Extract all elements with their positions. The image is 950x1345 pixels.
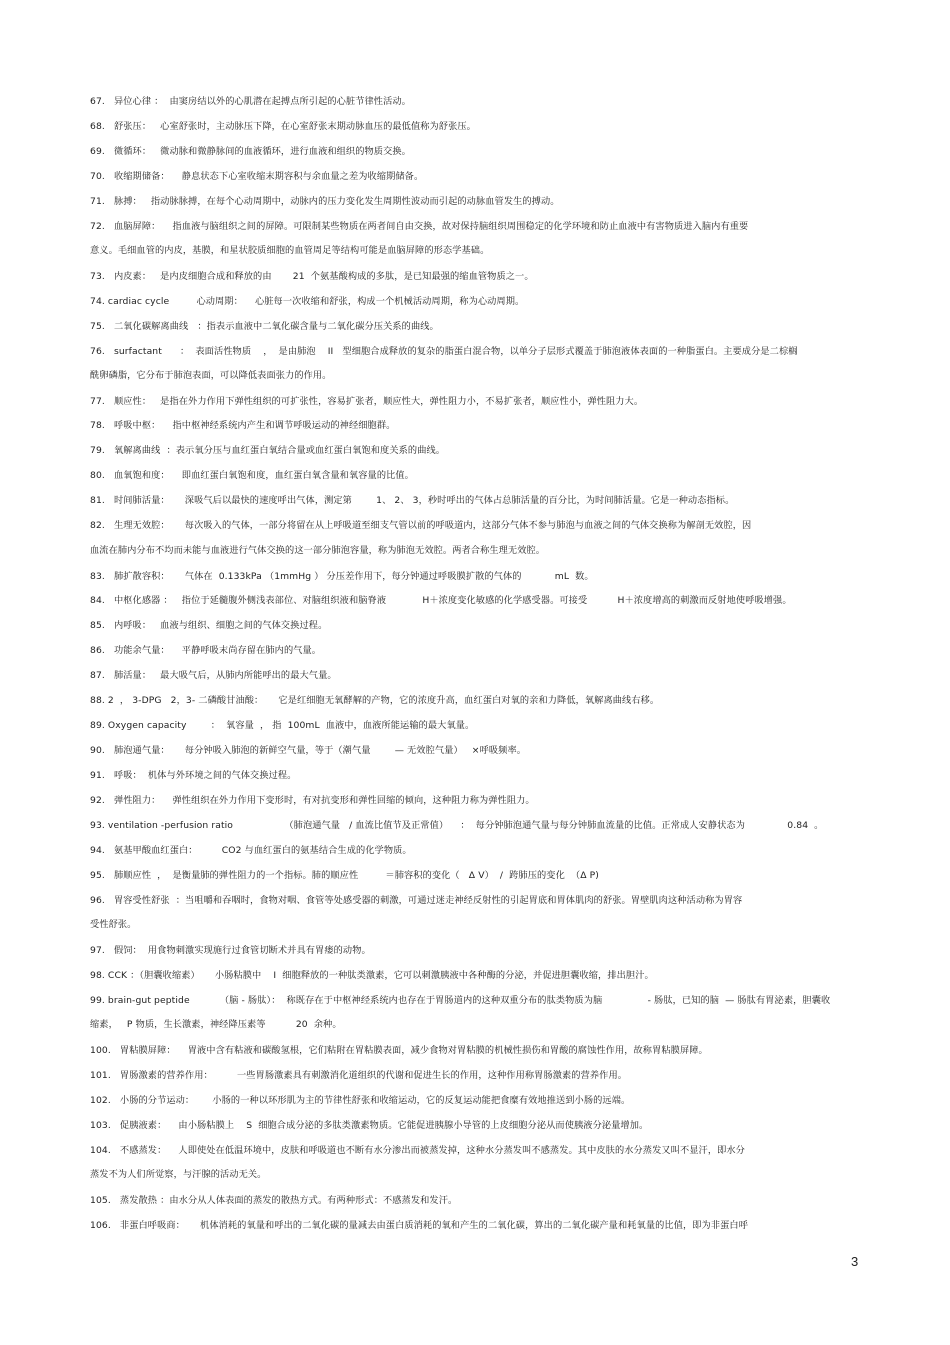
text-line: 91. 呼吸： 机体与外环境之间的气体交换过程。 xyxy=(90,770,297,781)
text-line: 103. 促胰液素： 由小肠粘膜上 S 细胞合成分泌的多肽类激素物质。它能促进胰腺小导管的上皮细胞分泌从而使胰液分泌量增加。 xyxy=(90,1120,649,1131)
text-line: 80. 血氧饱和度： 即血红蛋白氧饱和度，血红蛋白氧含量和氧容量的比值。 xyxy=(90,470,414,481)
text-line: 82. 生理无效腔： 每次吸入的气体，一部分将留在从上呼吸道至细支气管以前的呼吸道内，这部分气体不参与肺泡与血液之间的气体交换称为解剖无效腔，因 xyxy=(90,520,752,531)
text-line: 105. 蒸发散热 ：由水分从人体表面的蒸发的散热方式。有两种形式：不感蒸发和发汗。 xyxy=(90,1195,458,1206)
text-line: 70. 收缩期储备： 静息状态下心室收缩末期容积与余血量之差为收缩期储备。 xyxy=(90,171,424,182)
text-line: 95. 肺顺应性 ， 是衡量肺的弹性阻力的一个指标。肺的顺应性 ＝肺容积的变化（ Δ V） / 跨肺压的变化 （Δ P) xyxy=(90,870,599,881)
text-line: 94. 氨基甲酸血红蛋白： CO2 与血红蛋白的氨基结合生成的化学物质。 xyxy=(90,845,412,856)
text-line: 76. surfactant ： 表面活性物质 ， 是由肺泡 II 型细胞合成释放的复杂的脂蛋白混合物，以单分子层形式覆盖于肺泡液体表面的一种脂蛋白。主要成分是二棕榈 xyxy=(90,346,798,357)
text-line: 78. 呼吸中枢： 指中枢神经系统内产生和调节呼吸运动的神经细胞群。 xyxy=(90,420,396,431)
text-line: 102. 小肠的分节运动： 小肠的一种以环形肌为主的节律性舒张和收缩运动，它的反复运动能把食糜有效地推送到小肠的远端。 xyxy=(90,1095,631,1106)
text-line: 73. 内皮素： 是内皮细胞合成和释放的由 21 个氨基酸构成的多肽，是已知最强的缩血管物质之一。 xyxy=(90,271,534,282)
text-line: 96. 胃容受性舒张 ：当咀嚼和吞咽时，食物对咽、食管等处感受器的刺激，可通过迷走神经反射性的引起胃底和胃体肌肉的舒张。胃壁肌肉这种活动称为胃容 xyxy=(90,895,743,906)
text-line: 75. 二氧化碳解离曲线 ：指表示血液中二氧化碳含量与二氧化碳分压关系的曲线。 xyxy=(90,321,439,332)
text-line: 85. 内呼吸： 血液与组织、细胞之间的气体交换过程。 xyxy=(90,620,328,631)
text-line: 92. 弹性阻力： 弹性组织在外力作用下变形时，有对抗变形和弹性回缩的倾向，这种阻力称为弹性阻力。 xyxy=(90,795,535,806)
text-line: 89. Oxygen capacity ： 氧容量 ， 指 100mL 血液中，血液所能运输的最大氧量。 xyxy=(90,720,475,731)
text-line: 83. 肺扩散容积： 气体在 0.133kPa （1mmHg ） 分压差作用下，每分钟通过呼吸膜扩散的气体的 mL 数。 xyxy=(90,571,594,582)
text-line: 86. 功能余气量： 平静呼吸末尚存留在肺内的气量。 xyxy=(90,645,322,656)
text-line: 74. cardiac cycle 心动周期： 心脏每一次收缩和舒张，构成一个机械活动周期，称为心动周期。 xyxy=(90,296,525,307)
text-line: 90. 肺泡通气量： 每分钟吸入肺泡的新鲜空气量，等于（潮气量 — 无效腔气量） ×呼吸频率。 xyxy=(90,745,527,756)
text-line: 88. 2 ， 3-DPG 2，3- 二磷酸甘油酸： 它是红细胞无氧酵解的产物，它的浓度升高，血红蛋白对氧的亲和力降低，氧解离曲线右移。 xyxy=(90,695,660,706)
text-line: 69. 微循环： 微动脉和微静脉间的血液循环，进行血液和组织的物质交换。 xyxy=(90,146,411,157)
text-line: 酰卵磷脂，它分布于肺泡表面，可以降低表面张力的作用。 xyxy=(90,370,332,381)
text-line: 84. 中枢化感器 ： 指位于延髓腹外侧浅表部位、对脑组织液和脑脊液 H＋浓度变化敏感的化学感受器。可接受 H＋浓度增高的刺激而反射地使呼吸增强。 xyxy=(90,595,792,606)
text-line: 68. 舒张压： 心室舒张时，主动脉压下降，在心室舒张末期动脉血压的最低值称为舒张压。 xyxy=(90,121,476,132)
text-line: 蒸发不为人们所觉察，与汗腺的活动无关。 xyxy=(90,1169,267,1180)
text-line: 受性舒张。 xyxy=(90,919,137,930)
text-line: 97. 假饲： 用食物刺激实现施行过食管切断术并具有胃瘘的动物。 xyxy=(90,945,371,956)
text-line: 72. 血脑屏障： 指血液与脑组织之间的屏障。可限制某些物质在两者间自由交换，故对保持脑组织周围稳定的化学环境和防止血液中有害物质进入脑内有重要 xyxy=(90,221,749,232)
text-line: 101. 胃肠激素的营养作用： 一些胃肠激素具有刺激消化道组织的代谢和促进生长的作用，这种作用称胃肠激素的营养作用。 xyxy=(90,1070,628,1081)
text-line: 106. 非蛋白呼吸商： 机体消耗的氧量和呼出的二氧化碳的量减去由蛋白质消耗的氧和产生的二氧化碳，算出的二氧化碳产量和耗氧量的比值，即为非蛋白呼 xyxy=(90,1220,748,1231)
text-line: 98. CCK ：（胆囊收缩素） 小肠粘膜中 I 细胞释放的一种肽类激素，它可以刺激胰液中各种酶的分泌，并促进胆囊收缩，排出胆汁。 xyxy=(90,970,654,981)
text-line: 100. 胃粘膜屏障： 胃液中含有粘液和碳酸氢根，它们粘附在胃粘膜表面，减少食物对胃粘膜的机械性损伤和胃酸的腐蚀性作用，故称胃粘膜屏障。 xyxy=(90,1045,708,1056)
text-line: 67. 异位心律 ： 由窦房结以外的心肌潜在起搏点所引起的心脏节律性活动。 xyxy=(90,96,411,107)
text-line: 77. 顺应性： 是指在外力作用下弹性组织的可扩张性，容易扩张者，顺应性大，弹性阻力小，不易扩张者，顺应性小，弹性阻力大。 xyxy=(90,396,644,407)
text-line: 血流在肺内分布不均而未能与血液进行气体交换的这一部分肺泡容量，称为肺泡无效腔。两者合称生理无效腔。 xyxy=(90,545,546,556)
text-line: 缩素， P 物质，生长激素，神经降压素等 20 余种。 xyxy=(90,1019,342,1030)
text-line: 93. ventilation -perfusion ratio （肺泡通气量 / 血流比值节及正常值） ： 每分钟肺泡通气量与每分钟肺血流量的比值。正常成人安静状态为 0.84 。 xyxy=(90,820,824,831)
page-number: 3 xyxy=(851,1254,859,1269)
text-line: 87. 肺活量： 最大吸气后，从肺内所能呼出的最大气量。 xyxy=(90,670,337,681)
text-line: 71. 脉搏： 指动脉脉搏，在每个心动周期中，动脉内的压力变化发生周期性波动而引起的动脉血管发生的搏动。 xyxy=(90,196,560,207)
text-line: 99. brain-gut peptide （脑 - 肠肽）： 称既存在于中枢神经系统内也存在于胃肠道内的这种双重分布的肽类物质为脑 - 肠肽，已知的脑 — 肠肽有胃泌素，胆囊收 xyxy=(90,995,831,1006)
text-line: 104. 不感蒸发： 人即使处在低温环境中，皮肤和呼吸道也不断有水分渗出而被蒸发掉，这种水分蒸发叫不感蒸发。其中皮肤的水分蒸发又叫不显汗，即水分 xyxy=(90,1145,745,1156)
text-line: 意义。毛细血管的内皮，基膜，和星状胶质细胞的血管周足等结构可能是血脑屏障的形态学基础。 xyxy=(90,245,490,256)
text-line: 79. 氧解离曲线 ：表示氧分压与血红蛋白氧结合量或血红蛋白氧饱和度关系的曲线。 xyxy=(90,445,446,456)
text-line: 81. 时间肺活量： 深吸气后以最快的速度呼出气体，测定第 1、 2、 3，秒时呼出的气体占总肺活量的百分比，为时间肺活量。它是一种动态指标。 xyxy=(90,495,735,506)
